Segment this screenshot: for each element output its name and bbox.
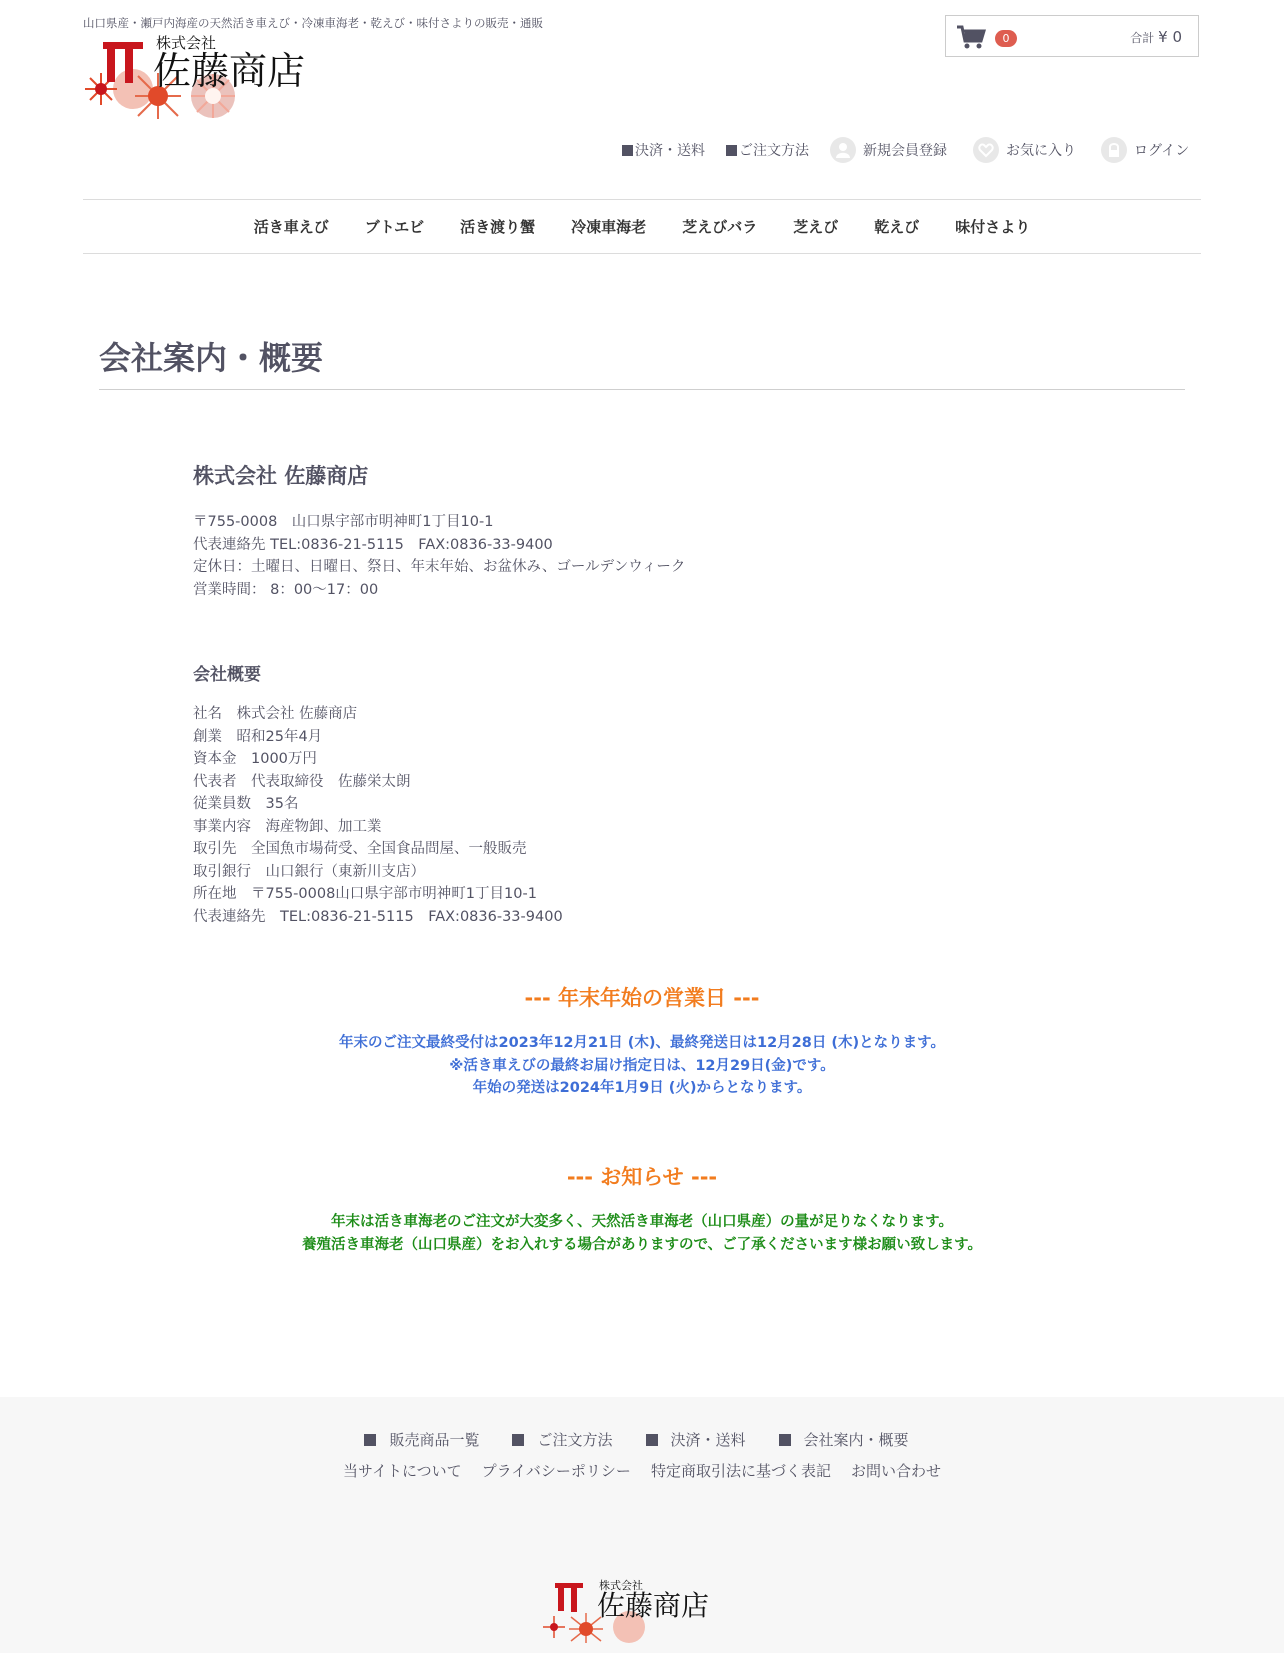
square-bullet-icon: [622, 145, 633, 156]
logo-main-text: 佐藤商店: [153, 49, 306, 93]
footer-link-privacy[interactable]: プライバシーポリシー: [481, 1462, 631, 1480]
holiday-notice-line: 年始の発送は2024年1月9日 (火)からとなります。: [472, 1080, 812, 1096]
logo-emblem: [83, 34, 358, 122]
login-link[interactable]: [1101, 134, 1189, 166]
site-footer: [0, 1397, 1284, 1653]
cart-count-badge: 0: [995, 30, 1017, 47]
contact-line: 代表連絡先 TEL:0836-21-5115 FAX:0836-33-9400: [193, 536, 553, 553]
cart-total: [1130, 28, 1182, 46]
nav-item-live-prawn[interactable]: 活き車えび: [253, 218, 329, 236]
footer-link-legal[interactable]: 特定商取引法に基づく表記: [650, 1462, 831, 1480]
nav-item-buto-ebi[interactable]: ブトエビ: [364, 218, 425, 236]
footer-logo[interactable]: [541, 1577, 741, 1643]
nav-item-live-crab[interactable]: 活き渡り蟹: [460, 218, 536, 236]
footer-link-label: 販売商品一覧: [389, 1431, 480, 1449]
payment-link-label: 決済・送料: [635, 143, 705, 159]
nav-item-shiba-ebi-bara[interactable]: 芝えびバラ: [682, 218, 758, 236]
footer-link-company[interactable]: [779, 1429, 920, 1450]
footer-link-products[interactable]: [364, 1429, 490, 1450]
overview-line: 社名 株式会社 佐藤商店: [193, 706, 358, 722]
footer-primary-links: [0, 1429, 1284, 1450]
company-name: 株式会社 佐藤商店: [193, 464, 369, 488]
overview-heading: 会社概要: [193, 665, 261, 685]
login-label: ログイン: [1134, 143, 1190, 159]
nav-item-seasoned-sayori[interactable]: 味付さより: [955, 218, 1031, 236]
order-method-label: ご注文方法: [739, 143, 809, 159]
square-bullet-icon: [364, 1434, 376, 1446]
register-link[interactable]: [830, 134, 947, 166]
overview-line: 所在地 〒755-0008山口県宇部市明神町1丁目10-1: [193, 886, 537, 902]
contact-line: 定休日：土曜日、日曜日、祭日、年末年始、お盆休み、ゴールデンウィーク: [193, 559, 686, 575]
logo-small-text: 株式会社: [156, 34, 217, 52]
overview-line: 代表連絡先 TEL:0836-21-5115 FAX:0836-33-9400: [193, 908, 563, 925]
holiday-notice-line: 年末のご注文最終受付は2023年12月21日 (木)、最終発送日は12月28日 (木)となります。: [338, 1035, 945, 1051]
footer-link-about[interactable]: 当サイトについて: [343, 1462, 462, 1480]
footer-logo-small-text: 株式会社: [599, 1579, 643, 1592]
contact-block: [193, 511, 685, 601]
cart-total-value: ¥ 0: [1158, 28, 1182, 46]
footer-link-payment[interactable]: [646, 1429, 757, 1450]
square-bullet-icon: [512, 1434, 524, 1446]
news-title: --- お知らせ ---: [566, 1165, 718, 1189]
register-label: 新規会員登録: [863, 143, 947, 159]
overview-line: 取引先 全国魚市場荷受、全国食品問屋、一般販売: [193, 841, 527, 857]
news-line: 養殖活き車海老（山口県産）をお入れする場合がありますので、ご了承くださいます様お願い致します。: [301, 1236, 983, 1253]
footer-link-contact[interactable]: お問い合わせ: [850, 1462, 941, 1480]
lock-icon: [1101, 137, 1127, 163]
footer-secondary-links: [0, 1460, 1284, 1481]
overview-line: 従業員数 35名: [193, 796, 299, 812]
square-bullet-icon: [779, 1434, 791, 1446]
payment-link[interactable]: [622, 134, 705, 166]
favorites-label: お気に入り: [1006, 143, 1076, 159]
heart-icon: [973, 137, 999, 163]
cart-icon: [956, 24, 986, 50]
user-icon: [830, 137, 856, 163]
footer-logo-emblem: [541, 1577, 741, 1643]
footer-link-order[interactable]: [512, 1429, 623, 1450]
news-line: 年末は活き車海老のご注文が大変多く、天然活き車海老（山口県産）の量が足りなくなります。: [330, 1214, 954, 1230]
site-tagline: 山口県産・瀬戸内海産の天然活き車えび・冷凍車海老・乾えび・味付さよりの販売・通販: [83, 16, 543, 30]
nav-item-dried-shrimp[interactable]: 乾えび: [874, 218, 920, 236]
overview-block: [193, 703, 563, 928]
site-logo[interactable]: [83, 34, 358, 122]
overview-line: 事業内容 海産物卸、加工業: [193, 818, 382, 835]
footer-link-label: ご注文方法: [537, 1431, 613, 1449]
order-method-link[interactable]: [726, 134, 809, 166]
nav-item-shiba-ebi[interactable]: 芝えび: [793, 218, 839, 236]
overview-line: 創業 昭和25年4月: [193, 728, 323, 745]
overview-line: 資本金 1000万円: [193, 751, 317, 767]
holiday-notice-title: --- 年末年始の営業日 ---: [524, 986, 760, 1010]
overview-line: 代表者 代表取締役 佐藤栄太朗: [193, 773, 411, 790]
contact-line: 〒755-0008 山口県宇部市明神町1丁目10-1: [193, 514, 494, 530]
footer-link-label: 会社案内・概要: [803, 1431, 909, 1449]
square-bullet-icon: [646, 1434, 658, 1446]
holiday-notice-line: ※活き車えびの最終お届け指定日は、12月29日(金)です。: [449, 1057, 835, 1074]
main-nav: [83, 199, 1201, 254]
cart-total-label: 合計: [1130, 31, 1155, 45]
page-title: 会社案内・概要: [99, 339, 324, 377]
nav-item-frozen-prawn[interactable]: 冷凍車海老: [571, 218, 647, 236]
title-divider: [99, 389, 1185, 390]
footer-logo-main-text: 佐藤商店: [597, 1589, 710, 1622]
footer-link-label: 決済・送料: [670, 1431, 746, 1449]
square-bullet-icon: [726, 145, 737, 156]
favorites-link[interactable]: [973, 134, 1076, 166]
overview-line: 取引銀行 山口銀行（東新川支店）: [193, 863, 425, 880]
contact-line: 営業時間： 8：00〜17：00: [193, 581, 379, 598]
holiday-notice-body: [0, 1032, 1284, 1100]
cart-widget[interactable]: [945, 15, 1199, 57]
news-body: [0, 1211, 1284, 1256]
